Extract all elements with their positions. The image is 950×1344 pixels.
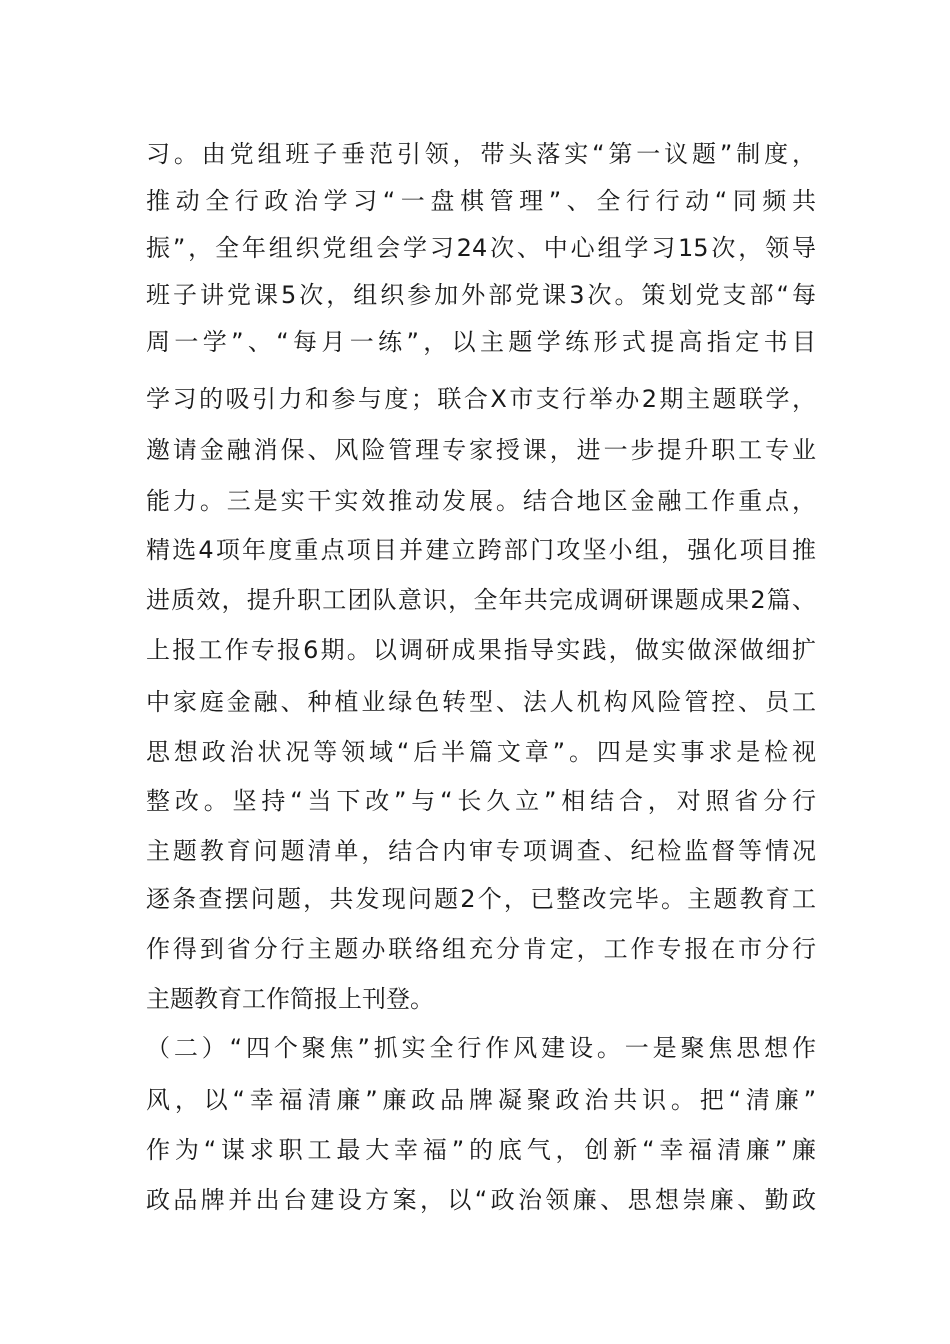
- section-heading-line: （二）“四个聚焦”抓实全行作风建设。一是聚焦思想作: [146, 1034, 816, 1062]
- paragraph-line: 能力。三是实干实效推动发展。结合地区金融工作重点，: [146, 487, 816, 515]
- paragraph-line: 思想政治状况等领域“后半篇文章”。四是实事求是检视: [146, 738, 816, 766]
- paragraph-line: 逐条查摆问题，共发现问题2个，已整改完毕。主题教育工: [146, 885, 816, 913]
- paragraph-line: 作为“谋求职工最大幸福”的底气，创新“幸福清廉”廉: [146, 1136, 816, 1164]
- paragraph-line: 作得到省分行主题办联络组充分肯定，工作专报在市分行: [146, 935, 816, 963]
- paragraph-line: 整改。坚持“当下改”与“长久立”相结合，对照省分行: [146, 787, 816, 815]
- paragraph-line: 精选4项年度重点项目并建立跨部门攻坚小组，强化项目推: [146, 536, 816, 564]
- paragraph-line: 中家庭金融、种植业绿色转型、法人机构风险管控、员工: [146, 688, 816, 716]
- paragraph-line: 周一学”、“每月一练”，以主题学练形式提高指定书目: [146, 328, 816, 356]
- paragraph-line: 推动全行政治学习“一盘棋管理”、全行行动“同频共: [146, 187, 816, 215]
- paragraph-line: 风，以“幸福清廉”廉政品牌凝聚政治共识。把“清廉”: [146, 1086, 816, 1114]
- paragraph-line: 班子讲党课5次，组织参加外部党课3次。策划党支部“每: [146, 281, 816, 309]
- paragraph-line: 进质效，提升职工团队意识，全年共完成调研课题成果2篇、: [146, 586, 816, 614]
- paragraph-line: 政品牌并出台建设方案，以“政治领廉、思想崇廉、勤政: [146, 1186, 816, 1214]
- paragraph-line: 振”，全年组织党组会学习24次、中心组学习15次，领导: [146, 234, 816, 262]
- paragraph-line-last: 主题教育工作简报上刊登。: [146, 985, 434, 1013]
- paragraph-line: 上报工作专报6期。以调研成果指导实践，做实做深做细扩: [146, 636, 816, 664]
- paragraph-line: 习。由党组班子垂范引领，带头落实“第一议题”制度，: [146, 140, 816, 168]
- paragraph-line: 邀请金融消保、风险管理专家授课，进一步提升职工专业: [146, 436, 816, 464]
- paragraph-line: 主题教育问题清单，结合内审专项调查、纪检监督等情况: [146, 837, 816, 865]
- paragraph-line: 学习的吸引力和参与度；联合X市支行举办2期主题联学，: [146, 385, 816, 413]
